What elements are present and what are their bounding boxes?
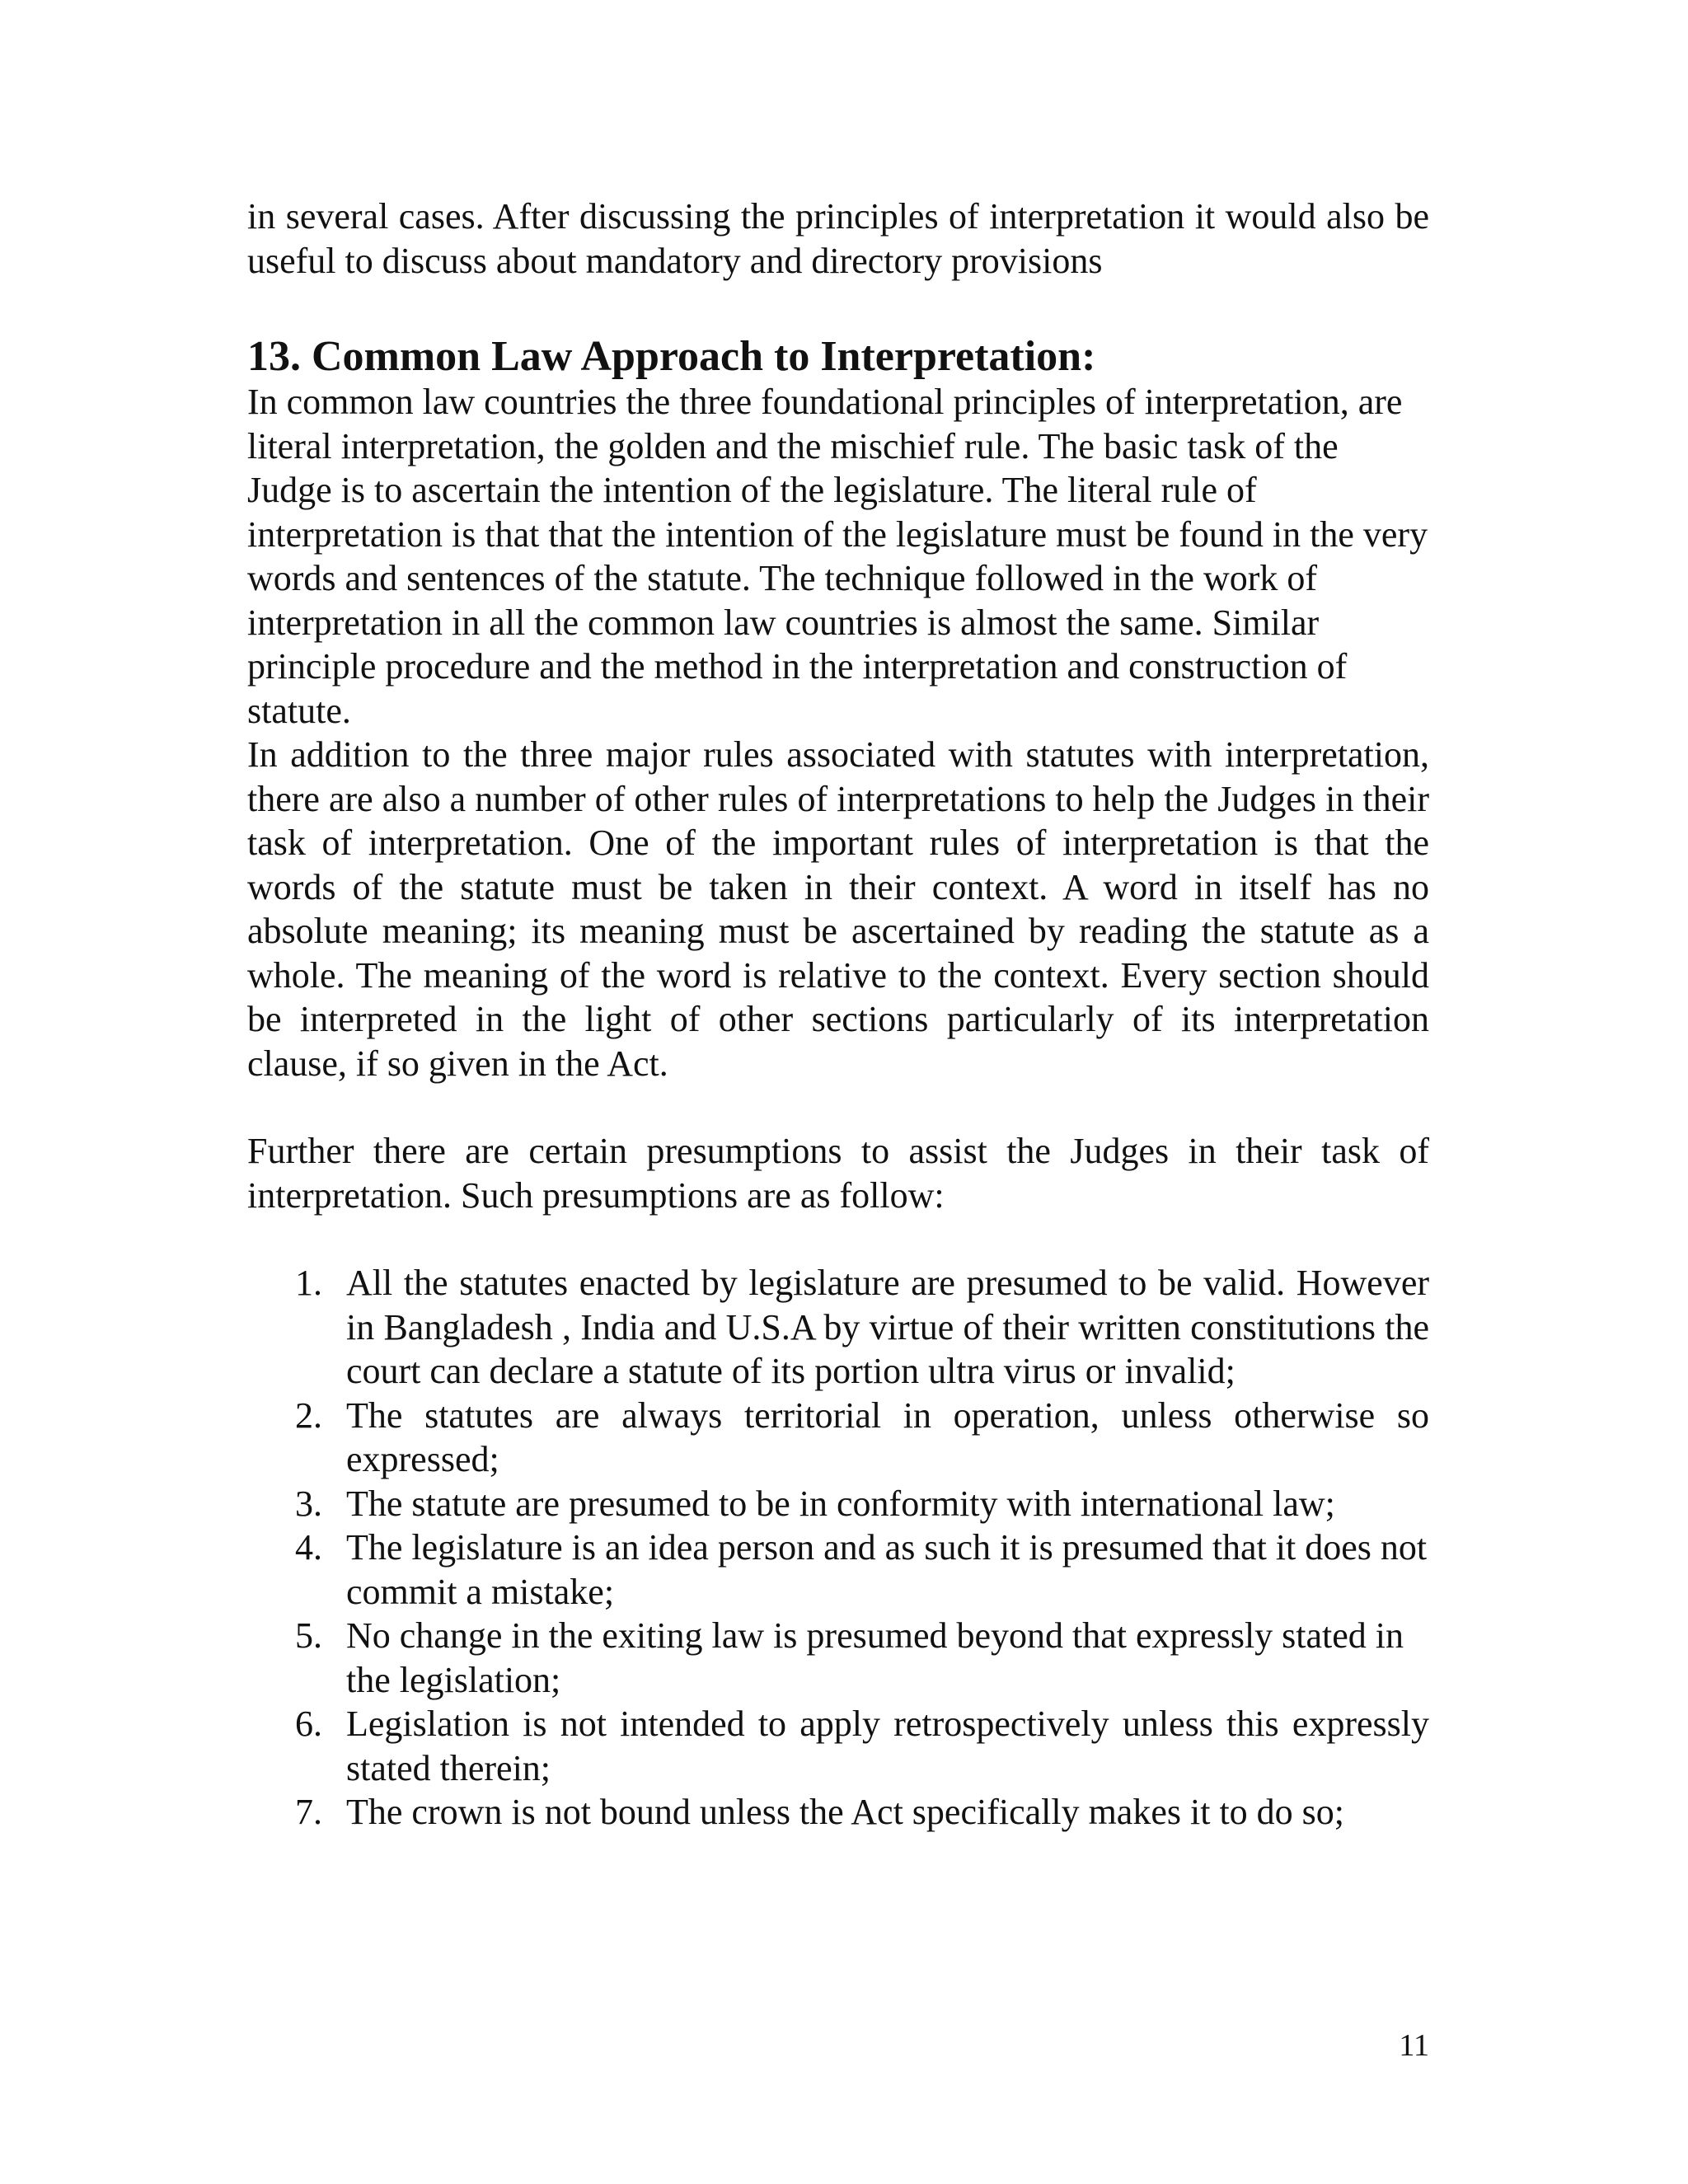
paragraph-presumptions-intro: Further there are certain presumptions to assist the Judges in their task of interpretation. Such presumptions are as follow: [247,1131,1429,1216]
list-item [247,1702,1429,1790]
paragraph-other-rules: In addition to the three major rules associated with statutes with interpretation, there are also a number of other rules of interpretations to help the Judges in their task of interpretation. One of the important rules of interpretation is that the words of the statute must be taken in their context. A word in itself has no absolute meaning; its meaning must be ascertained by reading the statute as a whole. The meaning of the word is relative to the context. Every section should be interpreted in the light of other sections particularly of its interpretation clause, if so given in the Act. [247,734,1429,1084]
list-item [247,1526,1429,1614]
list-item-number: 6. [295,1704,322,1744]
list-item [247,1614,1429,1702]
list-item-text: The statutes are always territorial in operation, unless otherwise so expressed; [346,1394,1429,1479]
list-item [247,1482,1429,1526]
list-item [247,1790,1429,1835]
paragraph-common-law-principles: In common law countries the three foundational principles of interpretation, are literal interpretation, the golden and the mischief rule. The basic task of the Judge is to ascertain the intention of the legislature. The literal rule of interpretation is that that the intention of the legislature must be found in the very words and sentences of the statute. The technique followed in the work of interpretation in all the common law countries is almost the same. Similar principle procedure and the method in the interpretation and construction of statute. [247,382,1428,731]
list-item-number: 5. [295,1615,322,1656]
list-item-text: Legislation is not intended to apply retrospectively unless this expressly stated therein; [346,1704,1429,1788]
list-item-text: All the statutes enacted by legislature are presumed to be valid. However in Bangladesh , India and U.S.A by virtue of their written constitutions the court can declare a statute of its portion ultra virus or invalid; [346,1263,1429,1391]
list-item-number: 1. [295,1263,322,1303]
list-item-number: 2. [295,1394,322,1436]
document-page [247,194,1429,1835]
page-number: 11 [1399,2028,1429,2063]
list-item-text: No change in the exiting law is presumed beyond that expressly stated in the legislation; [346,1615,1404,1700]
paragraph-spacer [247,1085,1429,1129]
list-item [247,1261,1429,1394]
list-spacer [247,1217,1429,1261]
section-heading: 13. Common Law Approach to Interpretation: [247,333,1096,380]
list-item [247,1394,1429,1482]
list-item-text: The legislature is an idea person and as such it is presumed that it does not commit a mistake; [346,1527,1428,1612]
list-item-number: 3. [295,1483,322,1524]
list-item-text: The crown is not bound unless the Act specifically makes it to do so; [346,1792,1345,1832]
list-item-number: 4. [295,1527,322,1568]
list-item-text: The statute are presumed to be in conformity with international law; [346,1483,1335,1524]
presumptions-list [247,1261,1429,1835]
intro-paragraph: in several cases. After discussing the principles of interpretation it would also be useful to discuss about mandatory and directory provisions [247,196,1429,281]
list-item-number: 7. [295,1792,322,1832]
